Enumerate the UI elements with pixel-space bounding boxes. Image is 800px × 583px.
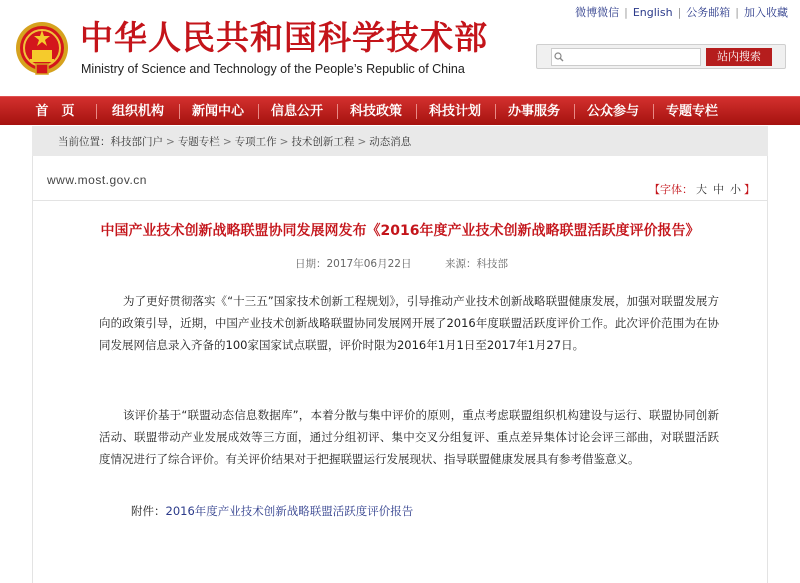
site-title: 中华人民共和国科学技术部: [80, 18, 488, 57]
top-link-separator: |: [677, 6, 682, 19]
breadcrumb-separator: >: [279, 136, 289, 148]
nav-item-organization[interactable]: 组织机构: [111, 104, 164, 119]
nav-separator: [96, 104, 97, 119]
search-box: [536, 44, 786, 69]
top-link-separator: |: [735, 6, 739, 19]
email-link[interactable]: 公务邮箱: [686, 6, 731, 19]
nav-item-news[interactable]: 新闻中心: [191, 104, 244, 119]
site-header: [0, 0, 800, 96]
main-nav: [0, 96, 800, 125]
search-icon: [554, 52, 564, 62]
nav-item-special-topics[interactable]: 专题专栏: [665, 104, 718, 119]
nav-item-home[interactable]: 首 页: [35, 104, 75, 119]
english-link[interactable]: English: [632, 6, 673, 19]
font-size-close-bracket: 】: [744, 183, 755, 196]
nav-item-services[interactable]: 办事服务: [507, 104, 560, 119]
search-input[interactable]: [551, 48, 701, 66]
nav-item-info-disclosure[interactable]: 信息公开: [270, 104, 323, 119]
font-size-large[interactable]: 大: [696, 183, 707, 196]
nav-item-policy[interactable]: 科技政策: [349, 104, 402, 119]
add-favorite-link[interactable]: 加入收藏: [744, 6, 788, 19]
breadcrumb-separator: >: [166, 136, 175, 148]
top-link-separator: |: [624, 6, 628, 19]
font-size-medium[interactable]: 中: [713, 183, 724, 196]
font-size-open-bracket: 【: [649, 183, 660, 196]
font-size-label: 字体：: [660, 183, 693, 196]
search-button[interactable]: 站内搜索: [706, 48, 772, 66]
breadcrumb-separator: >: [357, 136, 367, 148]
article-title: 中国产业技术创新战略联盟协同发展网发布《2016年度产业技术创新战略联盟活跃度评价报告》: [100, 223, 700, 239]
divider: [33, 200, 767, 201]
article-source: 来源：科技部: [445, 258, 508, 270]
national-emblem-icon: [14, 20, 70, 78]
site-subtitle: Ministry of Science and Technology of the People’s Republic of China: [81, 62, 465, 76]
site-domain: www.most.gov.cn: [47, 173, 147, 187]
breadcrumb-item-portal[interactable]: 科技部门户: [110, 136, 163, 148]
font-size-small[interactable]: 小: [730, 183, 741, 196]
weibo-weixin-link[interactable]: 微博微信: [575, 6, 620, 19]
attachment: [131, 503, 413, 519]
article-paragraph-1: 为了更好贯彻落实《“十三五”国家技术创新工程规划》，引导推动产业技术创新战略联盟健康发展，加强对联盟发展方向的政策引导，近期，中国产业技术创新战略联盟协同发展网开展了2016年度联盟活跃度评价工作。此次评价范围为在协同发展网信息录入齐备的100家国家试点联盟，评价时限为2016年1月1日至2017年1月27日。: [99, 294, 719, 352]
attachment-link[interactable]: 2016年度产业技术创新战略联盟活跃度评价报告: [165, 504, 414, 518]
article-paragraph-2: 该评价基于“联盟动态信息数据库”，本着分散与集中评价的原则，重点考虑联盟组织机构建设与运行、联盟协同创新活动、联盟带动产业发展成效等三方面，通过分组初评、集中交叉分组复评、重点差异集体讨论会评三部曲，对联盟活跃度情况进行了综合评价。有关评价结果对于把握联盟运行发展现状、指导联盟健康发展具有参考借鉴意义。: [99, 408, 719, 466]
content-panel: [32, 156, 768, 583]
breadcrumb-item-news-updates[interactable]: 动态消息: [369, 136, 412, 148]
top-links: [575, 4, 788, 20]
attachment-label: 附件：: [131, 504, 166, 518]
nav-item-participation[interactable]: 公众参与: [586, 104, 639, 119]
breadcrumb-item-innovation-project[interactable]: 技术创新工程: [291, 136, 355, 148]
breadcrumb-item-special-work[interactable]: 专项工作: [234, 136, 277, 148]
breadcrumb-item-special-topics[interactable]: 专题专栏: [177, 136, 220, 148]
breadcrumb-separator: >: [222, 136, 232, 148]
font-size-control: [649, 181, 755, 197]
breadcrumb-bar: [32, 126, 768, 156]
breadcrumb-label: 当前位置：: [58, 136, 111, 148]
breadcrumb: [58, 134, 411, 149]
article-date: 日期：2017年06月22日: [295, 258, 412, 270]
nav-item-programs[interactable]: 科技计划: [428, 104, 481, 119]
